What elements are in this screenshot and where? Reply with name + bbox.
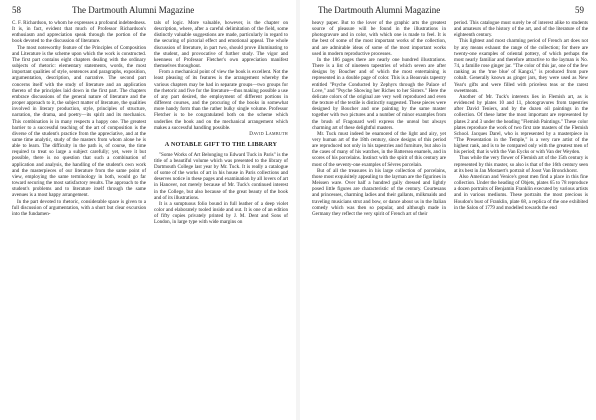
column-2 (154, 20, 288, 225)
right-page-number: 59 (575, 5, 584, 15)
right-running-title: The Dartmouth Alumni Magazine (318, 5, 441, 15)
column-3 (312, 20, 446, 217)
paragraph: Another of Mr. Tuck's interests lies in Flemish art, as is evidenced by plates 10 and 11, photogravures from tapestries after David Teniers, and by the dozen oil paintings in the collection. Of these latter the most important are represented by plates 2 and 3 under the heading "Flemish Paintings." These color plates reproduce the work of two first rate masters of the Flemish School. Jacques Darel, who is represented by a masterpiece in "The Presentation in the Temple," is a very rare artist of the highest rank, and is to be compared only with the greatest men of his period; that is with the Van Eycks or with Van der Weyden. (454, 93, 588, 156)
left-running-head (12, 4, 288, 16)
column-4 (454, 20, 588, 217)
paragraph: Mr. Tuck must indeed be enamored of the light and airy, yet very human art of the 18th century, since designs of this period are reproduced not only in his tapestries and furniture, but also in the cases of many of his watches, in the Battersea enamels, and in scores of his porcelains. Instinct with the spirit of this century are most of the seventy-one examples of Sèvres porcelain. (312, 130, 446, 168)
right-columns (312, 20, 588, 217)
paragraph: tals of logic. More valuable, however, is the chapter on description, where, after a careful delimitation of the field, some distinctly valuable suggestions are made, particularly in regard to the securing of pictorial effect and emotional appeal. The whole discussion of literature, in part two, should prove illuminating to the student, and provocative of further study. The vigor and keenness of Professor Fletcher's own appreciation manifest themselves throughout. (154, 20, 288, 70)
right-running-head (308, 4, 584, 16)
paragraph: The most noteworthy feature of the Principles of Composition and Literature is the scheme upon which the work is constructed. The first part contains eight chapters dealing with the ordinary subjects of rhetoric: elementary statements, words, the most important qualities of style, sentences and paragraphs, exposition, argumentation, description, and narrative. The second part concerns itself with the study of literature and an application thereto of the principles laid down in the first part. The chapters embrace discussions of the general nature of literature and the proper approach to it, the subject matter of literature, the qualities involved in literary production, style, principles of structure, narration, the drama, and poetry—its spirit and its mechanics. This combination is in many respects a happy one. The greatest barrier to a successful teaching of the art of composition is the diverse of the student's practice from the appreciative, and at the same time analytic, study of the masters from whom alone he is able to learn. The difficulty in the path is, of course, the time required to treat so large a subject carefully; yet, were it but possible, there is no question that such a combination of application and analysis, the handling of the student's own work and the masterpieces of our literature from the same point of view, employing the same terminology in both, would go far toward securing the most satisfactory results. The approach to the student's problems and to literature itself through the same avenues is a most happy arrangement. (12, 44, 146, 199)
gutter (296, 0, 300, 420)
left-page (0, 0, 292, 420)
paragraph: This lightest and most charming period of French art does not by any means exhaust the range of the collection; for there are twenty-one examples of oriental pottery, of which perhaps the most nearly familiar and therefore attractive to the layman is No. 74, a famille rose ginger jar. "The color of this jar, one of the few ranking as the 'true blue' of Kangxi," is produced from pure cobalt. Generally known as ginger jars, they were used as New Year's gifts and were filled with priceless teas or the rarest sweetmeats. (454, 38, 588, 94)
article-title: A NOTABLE GIFT TO THE LIBRARY (164, 140, 278, 148)
paragraph: "Some Works of Art Belonging to Edward Tuck in Paris" is the title of a beautiful volume which was presented to the library of Dartmouth College last year by Mr. Tuck. It is really a catalogue of some of the works of art in his house in Paris collections and deserves notice in these pages and examination by all lovers of art in Hanover, not merely because of Mr. Tuck's continued interest in the College, but also because of the great beauty of the book and of its illustrations. (154, 151, 288, 201)
left-running-title: The Dartmouth Alumni Magazine (72, 5, 195, 15)
right-page (304, 0, 596, 420)
paragraph: Also American and Venice's great men find a place in this fine collection. Under the heading of Objets, plates 65 to 78 reproduce a dozen portraits of Benjamin Franklin executed by various artists and in various mediums. These portraits the most precious is Houdon's bust of Franklin, plate 68, a replica of the one exhibited in the Salon of 1779 and modelled towards the end (454, 173, 588, 211)
paragraph: Thus while the very flower of Flemish art of the 15th century is represented by this master, so also is that of the 16th century seen at its best in Jan Mostaert's portrait of Joost Van Bronckhorst. (454, 155, 588, 174)
paragraph: But of all the treasures in his large collection of porcelains, those most exquisitely appealing to the layman are the figurines in Meissen ware. Over half a hundred gaily dressed and lightly posed little figures are characteristic of the century. Courtesans and princesses, charming ladies and their gallants, milkmaids and traveling musicians strut and bow, or dance about us in the Italian comedy which was then so popular, and although made in Germany they reflect the very spirit of French art of their (312, 167, 446, 217)
paragraph: From a mechanical point of view the book is excellent. Not the least pleasing of its features is the arrangement whereby the various chapters may be had in separate groups—two groups for the rhetoric and five for the literature—thus making possible a use of any part desired, the employment of different portions in different courses, and the procuring of the books in somewhat more handy form than the rather bulky single volume. Professor Fletcher is to be congratulated both on the scheme which underlies the book and on the mechanical arrangement which makes a successful handling possible. (154, 69, 288, 131)
paragraph: C. F. Richardson, to whom he expresses a profound indebtedness. It is, in fact, evident that much of Professor Richardson's enthusiasm and appreciation speak through the portion of the book devoted to the discussion of literature. (12, 20, 146, 45)
paragraph: In the part devoted to rhetoric, considerable space is given to a full discussion of argumentation, with a short but clear excursion into the fundamen- (12, 198, 146, 217)
left-page-number: 58 (12, 5, 21, 15)
paragraph: It is a sumptuous folio bound in full leather of a deep violet color and elaborately tooled inside and out. It is one of an edition of fifty copies privately printed by J. M. Dent and Sons of London, in large type with wide margins on (154, 200, 288, 226)
byline: David Lambuth (249, 130, 288, 137)
column-1 (12, 20, 146, 225)
paragraph: In the 186 pages there are nearly one hundred illustrations. There is a list of nineteen tapestries of which seven are after designs by Boucher and of which the most entertaining is represented in a double page of color. This is a Beauvais tapestry entitled "Psyche Conducted by Zephyrs through the Palace of Love," and "Psyche Showing her Riches to her Sisters." Here the delicate colors of the original are very well reproduced and even the texture of the textile is distinctly suggested. These pieces were designed by Boucher and one painting by the same master together with two pictures and a number of minor examples from the brush of Fragonard well express the unreal but always charming art of these delightful masters. (312, 56, 446, 131)
left-columns (12, 20, 288, 225)
paragraph: heavy paper. But to the lover of the graphic arts the greatest source of pleasure will be found in the illustrations in photogravure and in color, with which one is made to feel. It is the best of some of the most important works of the collection, and are admirable ideas of some of the most important works used in modern reproductive processes. (312, 20, 446, 57)
paragraph: period. This catalogue must surely be of interest alike to students and amateurs of the history of the art, and of the literature of the eighteenth century. (454, 20, 588, 39)
